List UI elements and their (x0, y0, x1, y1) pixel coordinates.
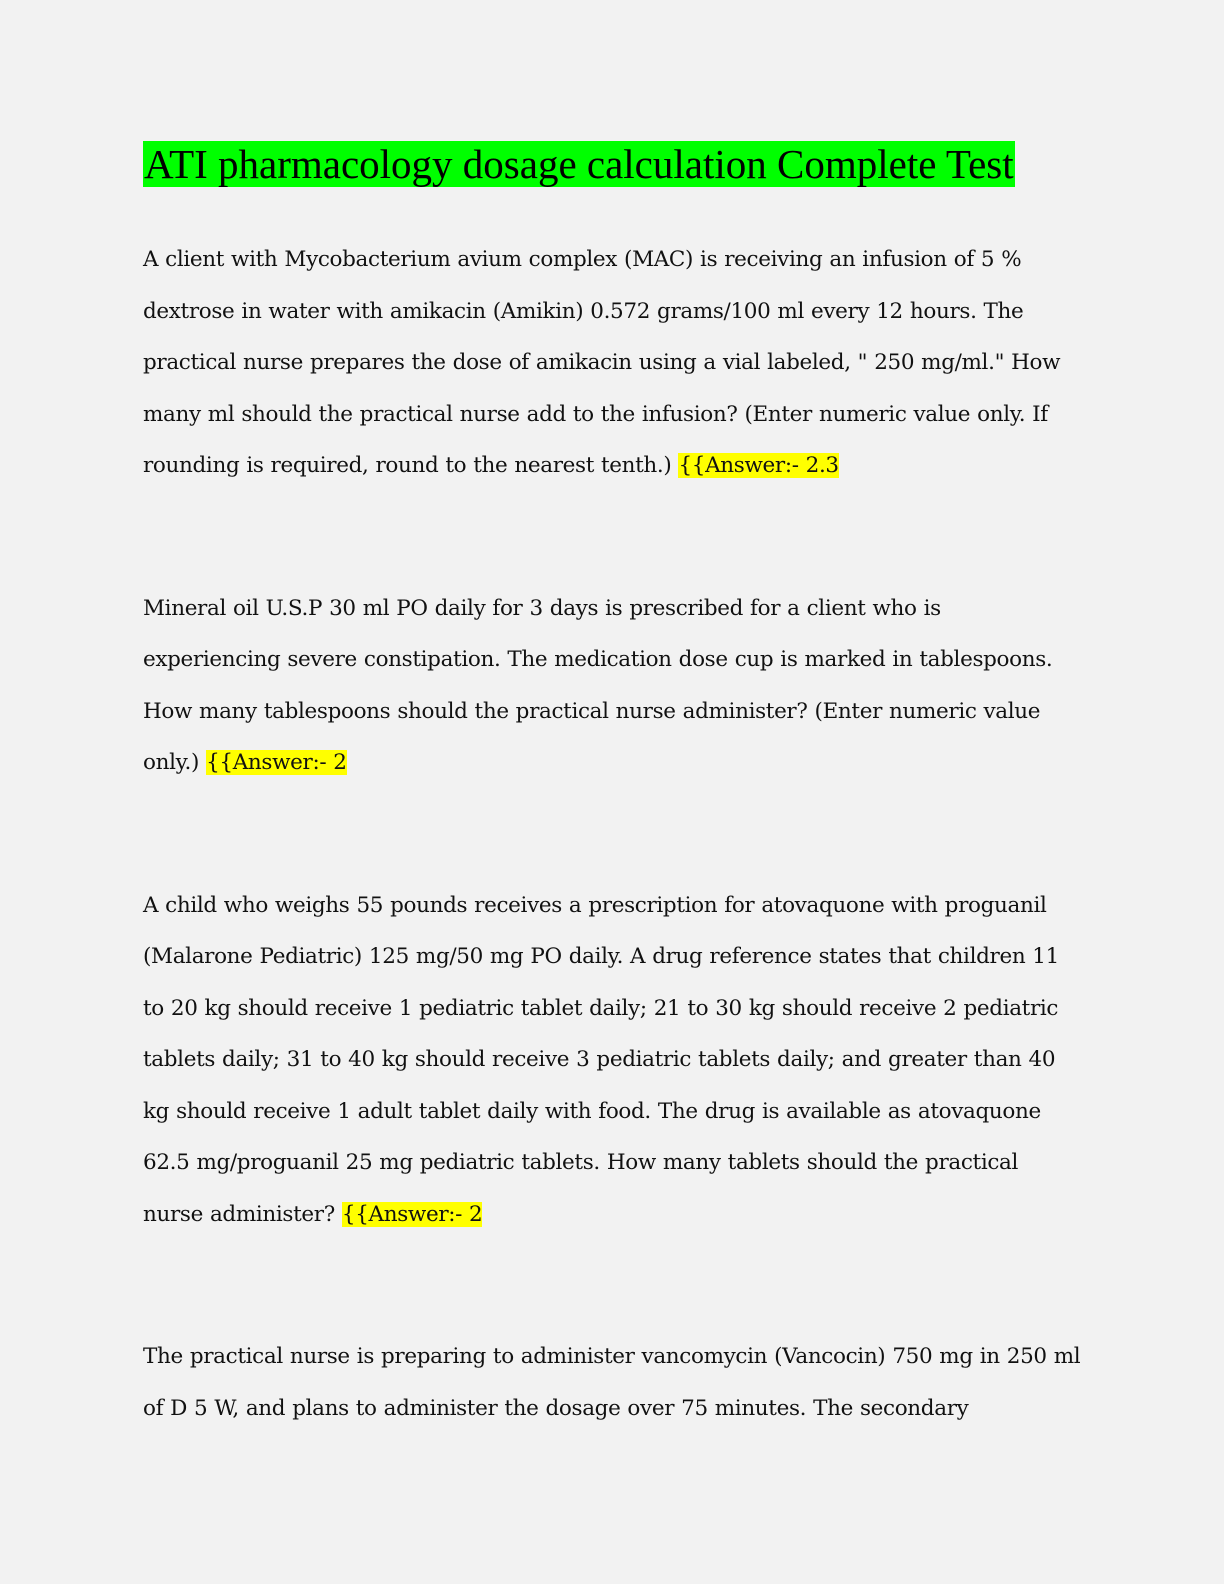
answer-highlight: {{Answer:- 2 (341, 1201, 483, 1227)
question-3 (143, 880, 1083, 1241)
question-4 (143, 1331, 1083, 1434)
question-text: A child who weighs 55 pounds receives a prescription for atovaquone with proguanil (Malarone Pediatric) 125 mg/50 mg PO daily. A drug reference states that children 11 to 20 kg should receive 1 pediatric tablet daily; 21 to 30 kg should receive 2 pediatric tablets daily; 31 to 40 kg should receive 3 pediatric tablets daily; and greater than 40 kg should receive 1 adult tablet daily with food. The drug is available as atovaquone 62.5 mg/proguanil 25 mg pediatric tablets. How many tablets should the practical nurse administer? (143, 892, 1059, 1227)
question-text: The practical nurse is preparing to administer vancomycin (Vancocin) 750 mg in 250 ml of D 5 W, and plans to administer the dosage over 75 minutes. The secondary (143, 1344, 1081, 1421)
answer-highlight: {{Answer:- 2 (206, 750, 347, 775)
question-text: Mineral oil U.S.P 30 ml PO daily for 3 days is prescribed for a client who is experiencing severe constipation. The medication dose cup is marked in tablespoons. How many tablespoons should the practical nurse administer? (Enter numeric value only.) (143, 595, 1053, 775)
question-2 (143, 583, 1083, 789)
answer-highlight: {{Answer:- 2.3 (678, 453, 839, 478)
document-page (143, 140, 1083, 1434)
question-text: A client with Mycobacterium avium complex (MAC) is receiving an infusion of 5 % dextrose in water with amikacin (Amikin) 0.572 grams/100 ml every 12 hours. The practical nurse prepares the dose of amikacin using a vial labeled, " 250 mg/ml." How many ml should the practical nurse add to the infusion? (Enter numeric value only. If rounding is required, round to the nearest tenth.) (143, 247, 1061, 478)
title-block (143, 140, 1083, 188)
question-1 (143, 234, 1083, 492)
document-title: ATI pharmacology dosage calculation Complete Test (144, 141, 1014, 187)
